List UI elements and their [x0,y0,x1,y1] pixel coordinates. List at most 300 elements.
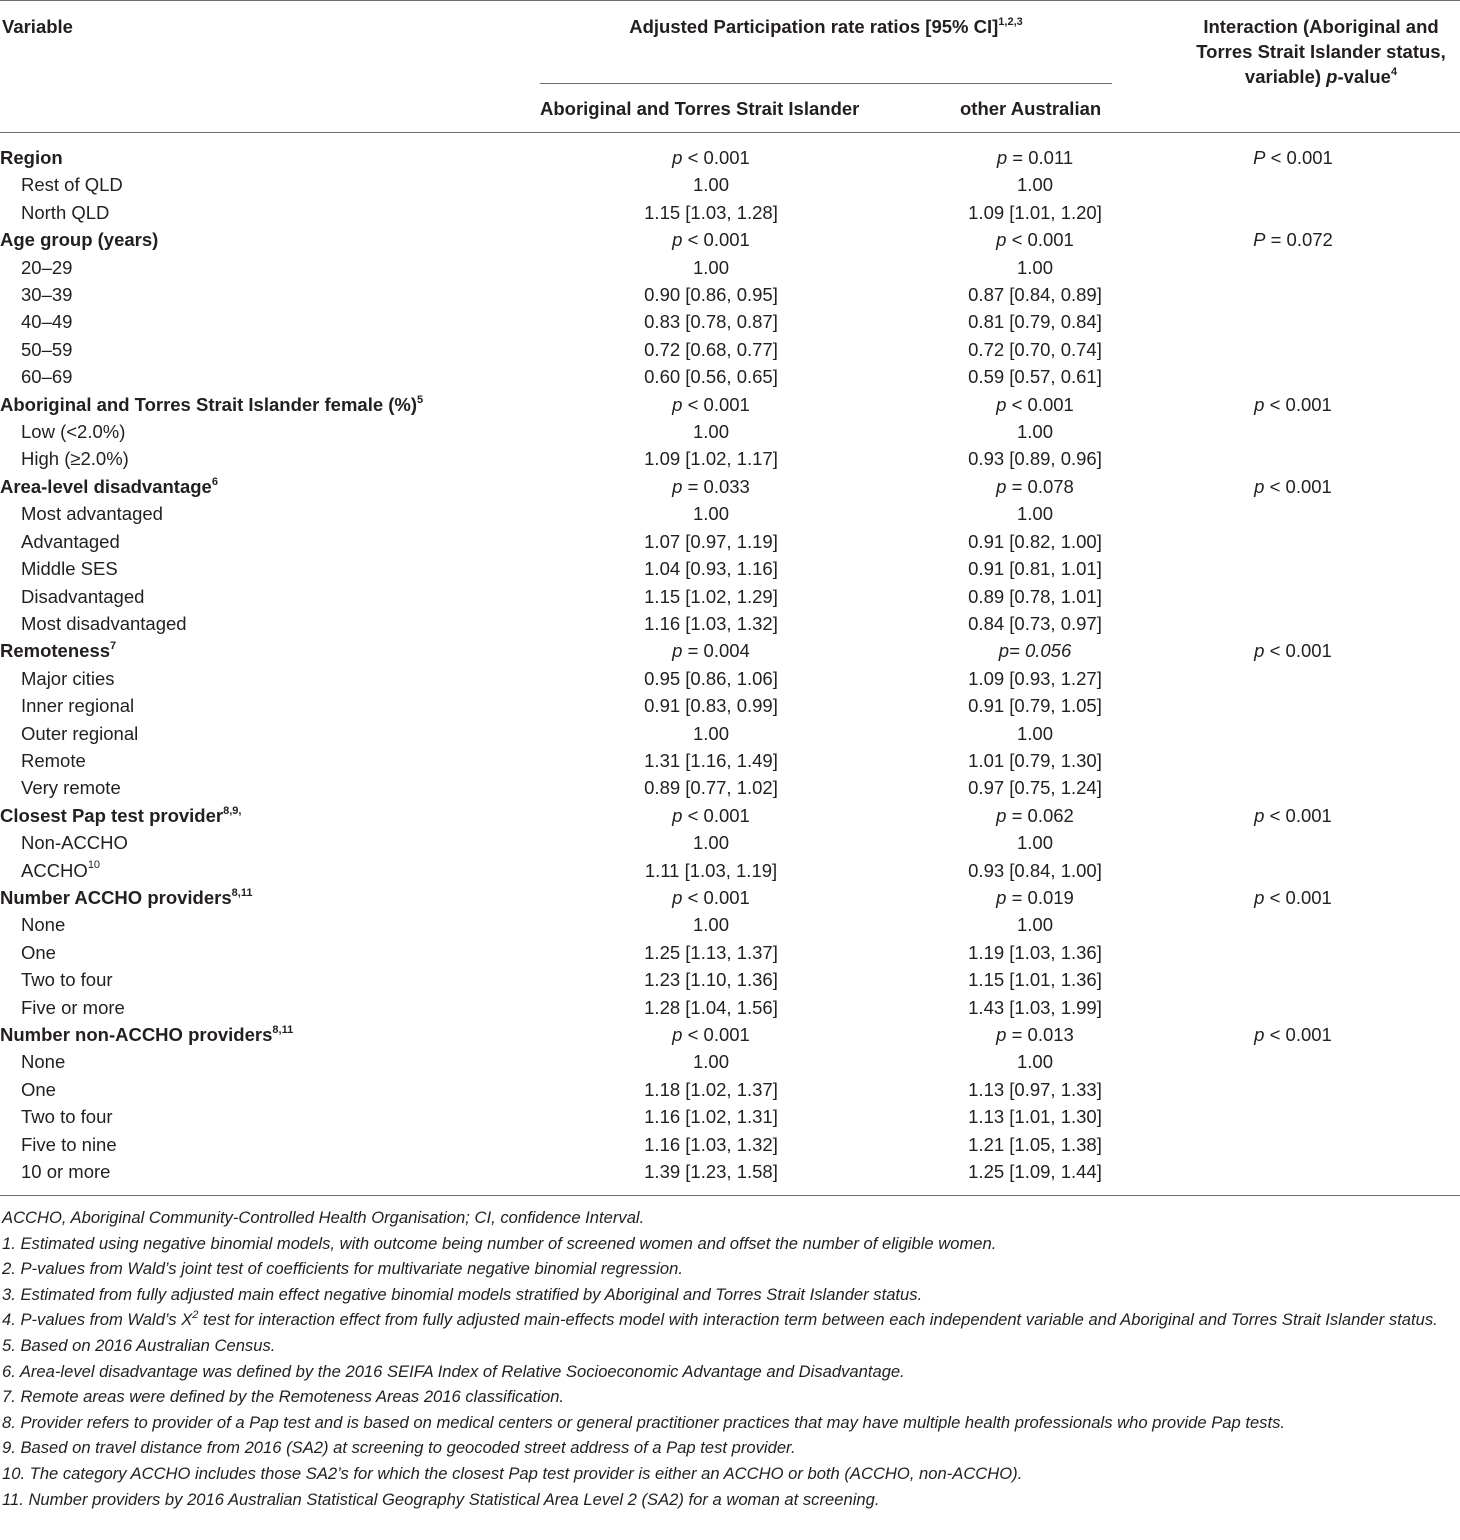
value-text: 1.18 [1.02, 1.37] [644,1078,778,1100]
footnote [2,1307,1458,1333]
row-label [0,911,535,938]
interaction-p-value [1183,884,1460,911]
value-other-australian [887,994,1183,1021]
value-text: 1.00 [1016,256,1053,278]
value-text: 1.00 [692,256,729,278]
row-label-text: Remoteness [0,640,111,662]
interaction-p-value [1183,555,1460,582]
value-other-australian [887,692,1183,719]
table-row [0,774,1460,801]
value-text: < 0.001 [1269,804,1332,826]
row-label [0,994,535,1021]
header-adjusted-rate-ratios [540,14,1112,39]
table-row [0,966,1460,993]
row-label-text: Low (<2.0%) [21,421,126,443]
table-row [0,747,1460,774]
value-text: 1.07 [0.97, 1.19] [644,530,778,552]
interaction-p-value [1183,1103,1460,1130]
header-interaction-sup: 4 [1390,65,1398,78]
footnote: 11. Number providers by 2016 Australian Statistical Geography Statistical Area Level 2 (SA2) for a woman at screening. [2,1489,880,1509]
row-label-text: 40–49 [21,311,73,333]
value-other-australian [887,363,1183,390]
interaction-wrap [1183,637,1403,664]
value-text: 0.60 [0.56, 0.65] [644,366,778,388]
table-row [0,857,1460,884]
value-other-australian [887,199,1183,226]
table-category-row [0,1021,1460,1048]
header-adjusted-sup: 1,2,3 [998,15,1023,28]
table-row [0,308,1460,335]
interaction-wrap [1183,391,1403,418]
p-symbol: p [672,886,683,908]
interaction-p-value [1183,994,1460,1021]
row-label-sup: 10 [87,859,101,872]
interaction-p-value [1183,802,1460,829]
value-text: < 0.001 [1269,1024,1332,1045]
row-label [0,1048,535,1075]
interaction-p-value [1183,445,1460,472]
value-text: 0.97 [0.75, 1.24] [968,777,1102,799]
value-aboriginal [535,966,887,993]
row-label [0,692,535,719]
value-text: 1.19 [1.03, 1.36] [968,941,1102,963]
value-aboriginal [535,473,887,500]
value-text: 0.91 [0.79, 1.05] [968,695,1102,717]
table-row [0,418,1460,445]
p-symbol: p [672,1024,683,1045]
row-label [0,281,535,308]
interaction-p-value [1183,966,1460,993]
p-symbol: p [998,640,1010,662]
row-label-text: Non-ACCHO [21,832,128,854]
row-label-text: Rest of QLD [21,174,123,196]
value-text: = 0.013 [1011,1024,1074,1045]
value-aboriginal [535,254,887,281]
interaction-p-value [1183,308,1460,335]
value-other-australian [887,308,1183,335]
value-other-australian [887,528,1183,555]
value-text: < 0.001 [687,1024,750,1045]
row-label-sup: 8,11 [272,1023,294,1036]
value-text: < 0.001 [687,804,750,826]
value-text: 1.00 [692,722,729,744]
p-symbol: p [996,1024,1007,1045]
table-row [0,939,1460,966]
p-symbol: p [996,393,1007,415]
interaction-p-value [1183,720,1460,747]
value-text: 1.00 [1016,722,1053,744]
value-other-australian [887,884,1183,911]
value-text: < 0.001 [687,393,750,415]
table-bottom-rule [0,1195,1460,1196]
value-aboriginal [535,500,887,527]
row-label [0,473,535,500]
p-symbol: p [1254,393,1265,415]
header-interaction-line2: Torres Strait Islander status, [1196,41,1446,62]
value-text: 1.21 [1.05, 1.38] [968,1133,1102,1155]
value-aboriginal [535,637,887,664]
value-other-australian [887,171,1183,198]
row-label [0,555,535,582]
value-text: 0.87 [0.84, 0.89] [968,284,1102,306]
value-other-australian [887,637,1183,664]
footnote: 5. Based on 2016 Australian Census. [2,1335,276,1355]
row-label [0,254,535,281]
value-other-australian [887,1048,1183,1075]
interaction-p-value [1183,226,1460,253]
row-label-text: None [21,1051,66,1073]
value-text: 1.15 [1.03, 1.28] [644,201,778,223]
interaction-p-value [1183,911,1460,938]
value-other-australian [887,1076,1183,1103]
value-text: 1.25 [1.13, 1.37] [644,941,778,963]
value-aboriginal [535,144,887,171]
p-symbol: p [996,804,1007,826]
row-label [0,226,535,253]
value-text: = 0.078 [1011,475,1074,497]
value-aboriginal [535,363,887,390]
interaction-p-value [1183,1048,1460,1075]
table-row [0,1131,1460,1158]
footnote-text: 4. P-values from Wald’s X [2,1310,193,1330]
footnote: ACCHO, Aboriginal Community-Controlled Health Organisation; CI, confidence Interval. [2,1208,645,1227]
row-label [0,720,535,747]
row-label [0,1131,535,1158]
value-text: 1.00 [692,174,729,196]
value-other-australian [887,500,1183,527]
row-label-text: Two to four [21,969,113,991]
footnote-sup: 2 [192,1308,199,1321]
row-label-text: 10 or more [21,1161,111,1183]
row-label-text: Remote [21,749,86,771]
value-text: 1.09 [1.01, 1.20] [968,201,1102,223]
value-text: 1.13 [1.01, 1.30] [968,1106,1102,1128]
value-aboriginal [535,1131,887,1158]
footnote: 10. The category ACCHO includes those SA2’s for which the closest Pap test provider is either an ACCHO or both (ACCHO, non-ACCHO). [2,1463,1023,1483]
footnote: 9. Based on travel distance from 2016 (SA2) at screening to geocoded street address of a Pap test provider. [2,1438,796,1458]
value-text: = 0.011 [1012,147,1074,168]
value-aboriginal [535,1048,887,1075]
interaction-p-value [1183,747,1460,774]
row-label-text: Inner regional [21,695,135,717]
footnote-text: test for interaction effect from fully adjusted main-effects model with interaction term between each independent variable and Aboriginal and Torres Strait Islander status. [198,1310,1438,1330]
value-text: 1.00 [1016,174,1053,196]
row-label-text: Five or more [21,996,125,1018]
value-text: 1.23 [1.10, 1.36] [644,969,778,991]
table-row [0,281,1460,308]
interaction-p-value [1183,528,1460,555]
value-aboriginal [535,829,887,856]
value-text: = 0.019 [1011,886,1074,908]
row-label-sup: 8,9, [223,804,242,817]
row-label [0,336,535,363]
row-label-text: Advantaged [21,530,120,552]
interaction-p-value [1183,583,1460,610]
table-top-rule [0,0,1460,1]
table-row [0,1076,1460,1103]
value-text: 1.00 [692,1051,729,1073]
p-symbol: p [996,886,1007,908]
row-label-text: Number non-ACCHO providers [0,1024,273,1045]
value-aboriginal [535,939,887,966]
value-text: 0.59 [0.57, 0.61] [968,366,1102,388]
row-label-text: Disadvantaged [21,585,145,607]
value-aboriginal [535,774,887,801]
value-text: 0.91 [0.82, 1.00] [968,530,1102,552]
row-label [0,1158,535,1185]
value-text: 1.15 [1.01, 1.36] [968,969,1102,991]
header-interaction-line3-pre: variable) [1244,66,1327,87]
interaction-p-value [1183,774,1460,801]
table-row [0,363,1460,390]
header-interaction-line3 [1150,64,1460,89]
row-label [0,363,535,390]
interaction-p-value [1183,336,1460,363]
row-label-text: North QLD [21,201,110,223]
interaction-p-value [1183,171,1460,198]
row-label [0,199,535,226]
header-col-other: other Australian [960,98,1102,119]
value-other-australian [887,966,1183,993]
p-symbol: P [1253,147,1266,168]
value-aboriginal [535,610,887,637]
table-row [0,829,1460,856]
row-label-text: Major cities [21,667,115,689]
value-text: 1.01 [0.79, 1.30] [968,749,1102,771]
row-label-text: 30–39 [21,284,73,306]
value-aboriginal [535,802,887,829]
value-text: 1.00 [692,421,729,443]
interaction-wrap [1183,144,1403,171]
value-text: 0.90 [0.86, 0.95] [644,284,778,306]
row-label-sup: 7 [110,640,117,653]
row-label-text: Most advantaged [21,503,163,525]
value-text: 0.81 [0.79, 0.84] [968,311,1102,333]
row-label [0,665,535,692]
value-other-australian [887,445,1183,472]
value-aboriginal [535,1076,887,1103]
table-category-row [0,884,1460,911]
table-row [0,199,1460,226]
value-text: 0.93 [0.89, 0.96] [968,448,1102,470]
table-row [0,994,1460,1021]
interaction-p-value [1183,473,1460,500]
value-text: 1.00 [692,914,729,936]
header-adjusted-text: Adjusted Participation rate ratios [95% CI] [629,16,999,37]
value-aboriginal [535,199,887,226]
value-other-australian [887,254,1183,281]
value-aboriginal [535,528,887,555]
value-other-australian [887,720,1183,747]
row-label [0,418,535,445]
row-label [0,610,535,637]
value-other-australian [887,391,1183,418]
row-label [0,939,535,966]
p-symbol: p [672,393,683,415]
row-label [0,528,535,555]
value-text: 1.11 [1.03, 1.19] [644,859,778,881]
row-label-text: Very remote [21,777,121,799]
value-aboriginal [535,692,887,719]
value-text: 1.31 [1.16, 1.49] [644,749,778,771]
value-text: < 0.001 [1269,393,1332,415]
value-other-australian [887,473,1183,500]
p-symbol: p [1254,475,1265,497]
p-symbol: p [996,229,1007,251]
row-label [0,857,535,884]
value-text: 0.89 [0.78, 1.01] [968,585,1102,607]
value-other-australian [887,939,1183,966]
value-other-australian [887,774,1183,801]
table-row [0,720,1460,747]
value-text: = 0.004 [687,640,750,662]
row-label [0,308,535,335]
value-text: 1.16 [1.03, 1.32] [644,612,778,634]
interaction-p-value [1183,281,1460,308]
table-row [0,254,1460,281]
interaction-p-value [1183,829,1460,856]
row-label-sup: 5 [417,393,424,406]
value-other-australian [887,418,1183,445]
value-text: < 0.001 [1269,640,1332,662]
row-label [0,884,535,911]
row-label-text: Closest Pap test provider [0,804,224,826]
value-aboriginal [535,418,887,445]
row-label [0,1103,535,1130]
table-row [0,911,1460,938]
value-text: 1.00 [692,832,729,854]
interaction-p-value [1183,1021,1460,1048]
value-text: 1.39 [1.23, 1.58] [644,1161,778,1183]
value-text: = 0.062 [1011,804,1074,826]
value-other-australian [887,829,1183,856]
value-aboriginal [535,1103,887,1130]
table-category-row [0,391,1460,418]
p-symbol: p [1254,804,1265,826]
interaction-p-value [1183,692,1460,719]
header-span-rule [540,83,1112,84]
row-label [0,1021,535,1048]
table-row [0,665,1460,692]
value-other-australian [887,583,1183,610]
interaction-p-value [1183,391,1460,418]
value-text: < 0.001 [1011,393,1074,415]
value-text: 1.15 [1.02, 1.29] [644,585,778,607]
footnote: 8. Provider refers to provider of a Pap test and is based on medical centers or general practitioner practices that may have multiple health professionals who provide Pap tests. [2,1412,1286,1432]
footnote: 7. Remote areas were defined by the Remoteness Areas 2016 classification. [2,1387,565,1407]
value-other-australian [887,226,1183,253]
value-text: 1.43 [1.03, 1.99] [968,996,1102,1018]
row-label-text: 20–29 [21,256,73,278]
value-text: < 0.001 [687,147,750,168]
row-label [0,500,535,527]
interaction-p-value [1183,418,1460,445]
row-label [0,637,535,664]
value-aboriginal [535,911,887,938]
table-row [0,445,1460,472]
value-text: < 0.001 [1269,475,1332,497]
value-aboriginal [535,720,887,747]
row-label [0,583,535,610]
value-text: 1.00 [1016,832,1053,854]
value-text: = 0.072 [1270,229,1333,251]
value-aboriginal [535,555,887,582]
value-text: 1.00 [1016,914,1053,936]
value-aboriginal [535,583,887,610]
table-row [0,528,1460,555]
value-text: 1.25 [1.09, 1.44] [968,1161,1102,1183]
value-text: 1.09 [0.93, 1.27] [968,667,1102,689]
row-label [0,1076,535,1103]
table-body [0,144,1460,1185]
table-category-row [0,226,1460,253]
value-text: 1.00 [1016,1051,1053,1073]
header-interaction-line1: Interaction (Aboriginal and [1203,16,1439,37]
interaction-p-value [1183,199,1460,226]
value-text: 1.00 [692,503,729,525]
row-label-text: Five to nine [21,1133,117,1155]
value-other-australian [887,336,1183,363]
interaction-p-value [1183,254,1460,281]
table-category-row [0,637,1460,664]
value-aboriginal [535,994,887,1021]
header-interaction-p: p [1326,66,1338,87]
value-other-australian [887,281,1183,308]
interaction-p-value [1183,1131,1460,1158]
row-label [0,966,535,993]
interaction-p-value [1183,610,1460,637]
value-aboriginal [535,665,887,692]
value-other-australian [887,802,1183,829]
interaction-p-value [1183,144,1460,171]
row-label-text: One [21,1078,56,1100]
value-aboriginal [535,445,887,472]
value-other-australian [887,555,1183,582]
header-variable: Variable [2,16,73,37]
value-text: 0.93 [0.84, 1.00] [968,859,1102,881]
row-label-text: Outer regional [21,722,139,744]
footnote: 6. Area-level disadvantage was defined by the 2016 SEIFA Index of Relative Socioeconomic Advantage and Disadvantage. [2,1361,905,1381]
value-other-australian [887,144,1183,171]
value-aboriginal [535,226,887,253]
value-aboriginal [535,1021,887,1048]
row-label [0,144,535,171]
p-symbol: p [672,475,683,497]
header-interaction [1150,14,1460,89]
table-row [0,555,1460,582]
value-text: < 0.001 [687,886,750,908]
interaction-p-value [1183,665,1460,692]
p-symbol: p [672,147,683,168]
table-row [0,1048,1460,1075]
value-text: = 0.056 [1009,640,1072,662]
row-label [0,802,535,829]
table-row [0,1103,1460,1130]
interaction-p-value [1183,363,1460,390]
value-text: < 0.001 [1011,229,1074,251]
header-col-aboriginal: Aboriginal and Torres Strait Islander [540,98,860,119]
value-text: 0.95 [0.86, 1.06] [644,667,778,689]
footnote: 3. Estimated from fully adjusted main effect negative binomial models stratified by Aboriginal and Torres Strait Islander status. [2,1284,923,1304]
value-other-australian [887,1103,1183,1130]
value-other-australian [887,911,1183,938]
p-symbol: p [996,147,1008,168]
row-label-text: Aboriginal and Torres Strait Islander female (%) [0,393,418,415]
value-text: 0.72 [0.70, 0.74] [968,338,1102,360]
value-other-australian [887,747,1183,774]
table-category-row [0,802,1460,829]
row-label-text: High (≥2.0%) [21,448,129,470]
